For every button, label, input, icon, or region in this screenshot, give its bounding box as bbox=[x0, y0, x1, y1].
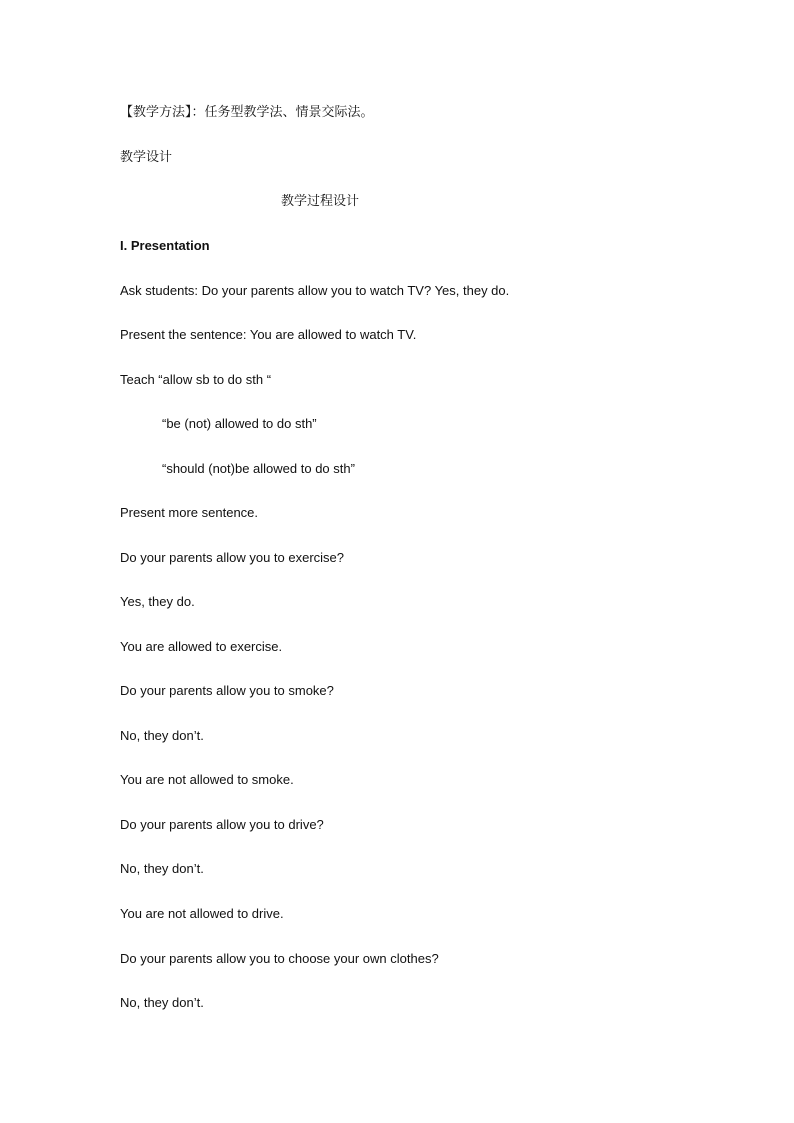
text-line-present-sentence: Present the sentence: You are allowed to watch TV. bbox=[120, 327, 417, 342]
text-line-should-allowed: “should (not)be allowed to do sth” bbox=[162, 461, 355, 476]
text-line-question-exercise: Do your parents allow you to exercise? bbox=[120, 550, 345, 565]
text-line-present-more: Present more sentence. bbox=[120, 505, 259, 520]
text-line-answer-yes: Yes, they do. bbox=[120, 594, 195, 609]
teaching-method-line: 【教学方法】：任务型教学法、情景交际法。 bbox=[120, 104, 374, 119]
text-line-answer-no-drive: No, they don’t. bbox=[120, 861, 204, 876]
text-line-allowed-exercise: You are allowed to exercise. bbox=[120, 639, 283, 654]
text-line-be-allowed: “be (not) allowed to do sth” bbox=[162, 416, 317, 431]
text-line-teach-allow: Teach “allow sb to do sth “ bbox=[120, 372, 272, 387]
text-line-ask-students: Ask students: Do your parents allow you to watch TV? Yes, they do. bbox=[120, 283, 510, 298]
text-line-question-drive: Do your parents allow you to drive? bbox=[120, 817, 324, 832]
text-line-not-allowed-smoke: You are not allowed to smoke. bbox=[120, 772, 294, 787]
teaching-design-heading: 教学设计 bbox=[120, 149, 173, 164]
text-line-question-smoke: Do your parents allow you to smoke? bbox=[120, 683, 334, 698]
text-line-answer-no-clothes: No, they don’t. bbox=[120, 995, 204, 1010]
text-line-answer-no-smoke: No, they don’t. bbox=[120, 728, 204, 743]
section-heading: I. Presentation bbox=[120, 238, 210, 253]
process-title: 教学过程设计 bbox=[281, 193, 360, 208]
text-line-question-clothes: Do your parents allow you to choose your own clothes? bbox=[120, 951, 439, 966]
text-line-not-allowed-drive: You are not allowed to drive. bbox=[120, 906, 284, 921]
